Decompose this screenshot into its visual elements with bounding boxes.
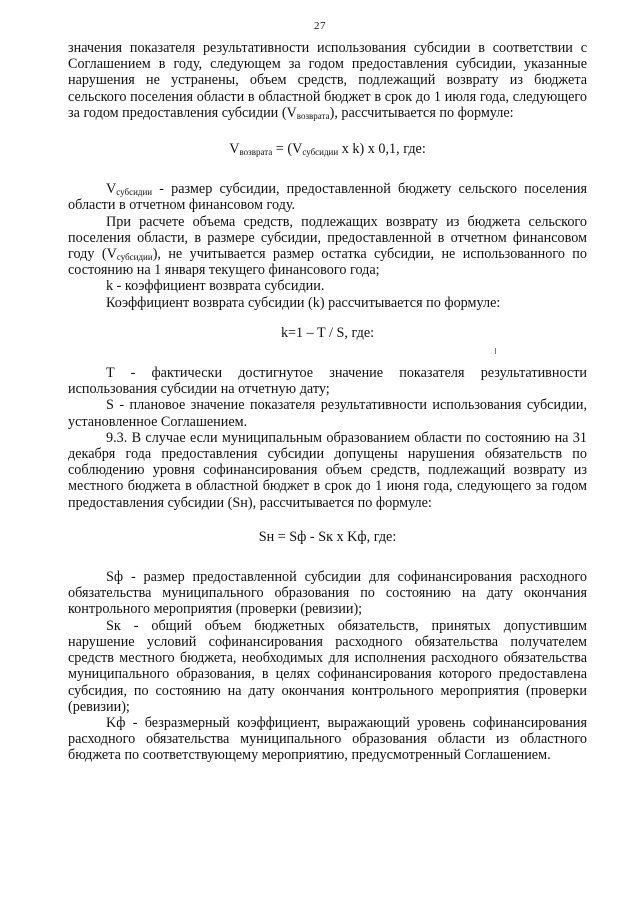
document-body — [68, 40, 587, 764]
paragraph-k-formula-intro: Коэффициент возврата субсидии (k) рассчитывается по формуле: — [106, 294, 501, 311]
paragraph-sk-definition: Sк - общий объем бюджетных обязательств, принятых допустившим нарушение условий софинансирования расходного обязательства получателем средств местного бюджета, необходимых для исполнения расходного обязательства муниципального образования, в целях софинансирования которого предоставлена субсидия, по состоянию на дату окончания контрольного мероприятия (проверки (ревизии); — [68, 617, 587, 715]
formula-k: k=1 – T / S, где: — [280, 324, 375, 341]
paragraph-return-volume: значения показателя результативности использования субсидии в соответствии с Соглашением в году, следующем за годом предоставления субсидии, указанные нарушения не устранены, объем средств, подлежащий возврату из бюджета сельского поселения области в областной бюджет в срок до 1 июля года, следующего за годом предоставления субсидии $(V_{возврата})$, рассчитывается по формуле: — [68, 40, 587, 121]
paragraph-k-definition: k - коэффициент возврата субсидии. — [106, 278, 325, 295]
paragraph-sf-definition: Sф - размер предоставленной субсидии для софинансирования расходного обязательства муниципального образования по состоянию на дату окончания контрольного мероприятия (проверки (ревизии); — [68, 569, 587, 618]
paragraph-subsidy-definition: $V_{субсидии}$ - размер субсидии, предоставленной бюджету сельского поселения области в отчетном финансовом году. — [68, 181, 587, 214]
paragraph-section-9-3: 9.3. В случае если муниципальным образованием области по состоянию на 31 декабря года предоставления субсидии допущены нарушения обязательств по соблюдению уровня софинансирования объем средств, подлежащий возврату из местного бюджета в областной бюджет в срок до 1 июня года, следующего за годом предоставления субсидии (Sн), рассчитывается по формуле: — [68, 429, 587, 511]
paragraph-s-definition: S - плановое значение показателя результативности использования субсидии, установленное Соглашением. — [68, 397, 587, 430]
paragraph-t-definition: T - фактически достигнутое значение показателя результативности использования субсидии на отчетную дату; — [68, 365, 587, 398]
paragraph-kf-definition: Kф - безразмерный коэффициент, выражающий уровень софинансирования расходного обязательства муниципального образования области из областного бюджета по соответствующему мероприятию, предусмотренный Соглашением. — [68, 714, 587, 764]
page-number: 27 — [314, 20, 326, 32]
formula-return-volume: $V_{возврата} = (V_{субсидии}$ x k) x 0,1, где: — [229, 141, 426, 158]
scan-speck — [495, 348, 496, 354]
formula-sn: Sн = Sф - Sк x Kф, где: — [258, 528, 397, 545]
paragraph-calculation-note: При расчете объема средств, подлежащих возврату из бюджета сельского поселения области, в размере субсидии, предоставленной в отчетном финансовом году $(V_{субсидии})$, не учитывается размер остатка субсидии, не использованного по состоянию на 1 января текущего финансового года; — [68, 213, 587, 279]
